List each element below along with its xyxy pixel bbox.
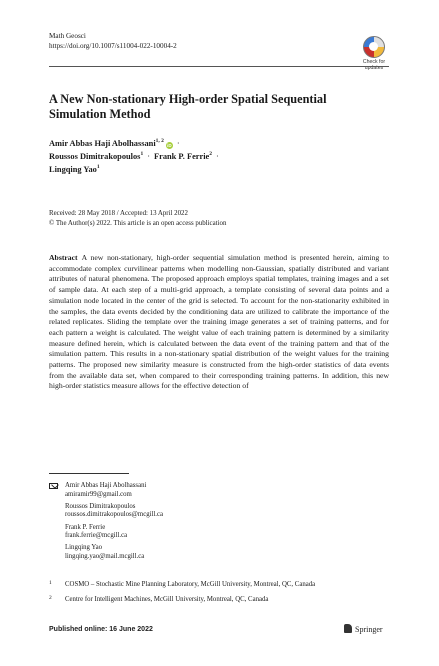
author-separator: · [216, 151, 219, 161]
affiliation-text: COSMO – Stochastic Mine Planning Laboratory, McGill University, Montreal, QC, Canada [65, 581, 316, 588]
contact-name: Lingqing Yao [65, 544, 103, 552]
contact-name: Frank P. Ferrie [65, 523, 106, 531]
contact-entry [49, 482, 389, 499]
orcid-icon[interactable]: iD [167, 143, 172, 148]
check-for-updates-line2: updates [364, 64, 384, 71]
title-line: A New Non-stationary High-order Spatial Sequential [49, 92, 327, 106]
running-header [49, 32, 177, 51]
check-for-updates-icon [363, 36, 385, 58]
publisher-logo[interactable] [344, 624, 383, 634]
affiliation-number: 1 [49, 580, 52, 586]
author-line [49, 151, 389, 164]
author-affil-sup: 1 [140, 151, 144, 157]
author-list [49, 138, 389, 176]
abstract [49, 253, 389, 392]
contact-email[interactable]: roussos.dimitrakopoulos@mcgill.ca [65, 511, 164, 519]
contact-email[interactable]: frank.ferrie@mcgill.ca [65, 532, 128, 540]
publisher-name: Springer [355, 625, 383, 634]
springer-horse-icon [344, 624, 352, 633]
author-separator: · [176, 139, 180, 148]
publication-dates [49, 209, 226, 230]
contact-list [49, 482, 389, 565]
article-title [49, 92, 389, 122]
contact-email[interactable]: lingqing.yao@mail.mcgill.ca [65, 552, 145, 560]
affiliation-number: 2 [49, 595, 52, 601]
abstract-label: Abstract [49, 253, 78, 262]
envelope-icon [49, 483, 58, 489]
contact-name: Amir Abbas Haji Abolhassani [65, 482, 147, 489]
header-divider [49, 66, 389, 67]
published-online: Published online: 16 June 2022 [49, 626, 153, 633]
contact-entry [49, 544, 389, 561]
doi-link[interactable]: https://doi.org/10.1007/s11004-022-10004-2 [49, 41, 177, 50]
contact-entry [49, 503, 389, 520]
title-line: Simulation Method [49, 107, 151, 121]
copyright-notice: © The Author(s) 2022. This article is an open access publication [49, 220, 227, 228]
author-affil-sup: 1, 2 [155, 138, 164, 145]
contact-entry [49, 524, 389, 541]
author-separator: · [147, 151, 150, 161]
author-name[interactable]: Frank P. Ferrie [154, 151, 210, 161]
author-name[interactable]: Roussos Dimitrakopoulos [49, 151, 141, 161]
contact-email[interactable]: amiramir99@gmail.com [65, 490, 132, 498]
check-for-updates-line1: Check for [362, 59, 386, 65]
author-affil-sup: 2 [209, 151, 213, 157]
affiliation-text: Centre for Intelligent Machines, McGill University, Montreal, QC, Canada [65, 596, 269, 603]
footnote-divider [49, 473, 129, 474]
received-accepted: Received: 28 May 2018 / Accepted: 13 April 2022 [49, 210, 188, 217]
author-line [49, 164, 389, 177]
author-affil-sup: 1 [96, 163, 100, 170]
affiliation-entry [49, 580, 389, 589]
affiliation-entry [49, 595, 389, 604]
journal-name: Math Geosci [49, 32, 86, 40]
affiliation-list [49, 580, 389, 610]
author-line [49, 138, 389, 151]
abstract-text: A new non-stationary, high-order sequential simulation method is presented herein, aiming to accommodate complex curvilinear patterns when modelling non-Gaussian, spatially distributed and variant attributes of natural phenomena. The proposed approach employs spatial templates, training images and a set of sample data. At each step of a multi-grid approach, a template consisting of several data points and a simulation node located in the center of the grid is selected. To account for the non-stationarity exhibited in the samples, the data events decided by the conditioning data are utilized to calibrate the importance of the related replicates. Sliding the template over the training image generates a set of training patterns, and for each pattern a weight is calculated. The weight value of each training pattern is determined by a similarity measure defined herein, which is calculated between the data event of the training pattern and that of the simulation pattern. This results in a non-stationary spatial distribution of the weight values for the training patterns. The proposed new similarity measure is constructed from the high-order statistics of data events from the available data set, when compared to their corresponding training patterns. In addition, this new high-order statistics measure allows for the effective detection of [49, 253, 389, 391]
contact-name: Roussos Dimitrakopoulos [65, 502, 136, 510]
author-name[interactable]: Lingqing Yao [49, 164, 97, 174]
author-name[interactable]: Amir Abbas Haji Abolhassani [49, 139, 156, 148]
